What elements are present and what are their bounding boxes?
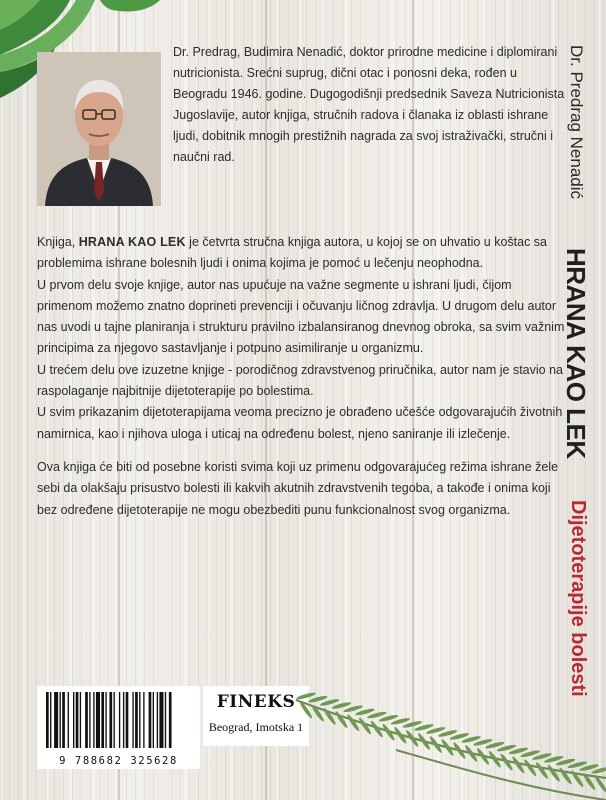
author-photo [37,52,161,206]
rosemary-needle [334,710,349,729]
barcode-bar [73,692,74,748]
barcode-bar [50,692,51,748]
rosemary-sprig-icon [276,660,606,800]
description-paragraph: Ova knjiga će biti od posebne koristi svima koji uz primenu odgovarajućeg režima ishrane žele sebi da olakšaju prisustvo bolesti ili kakvih akutnih zdravstvenih tegoba, a takođe i onima koji bez određene dijetoterapije ne mogu obezbediti punu funkcionalnost svog organizma. [37,459,559,517]
spine-title: HRANA KAO LEK [561,248,591,459]
barcode-bar [114,692,115,748]
description-paragraph: U trećem delu ove izuzetne knjige - porodičnog zdravstvenog priručnika, autor nam je stavio na raspolaganje najbitnije dijetoterapije po bolestima. [37,362,563,399]
barcode-bar [126,692,129,748]
spine-author: Dr. Predrag Nenadić [567,45,586,200]
barcode-bar [68,692,69,748]
barcode-bar [123,692,124,748]
barcode-bar [46,692,49,748]
barcode-bar [159,692,163,748]
barcode-bar [96,692,100,748]
barcode-bar [132,692,133,748]
barcode-bar [157,692,158,748]
barcode-bar [76,692,79,748]
barcode-bar [153,692,154,748]
author-bio: Dr. Predrag, Budimira Nenadić, doktor prirodne medicine i diplomirani nutricionista. Srećni suprug, dični otac i ponosni deka, rođen u Beogradu 1946. godine. Dugogodišnji predsednik Saveza Nutricionista Jugoslavije, autor knjiga, stručnih radova i članaka iz oblasti ishrane ljudi, dobitnik mnogih prestižnih nagrada za svoj istraživački, stručni i naučni rad. [173,45,565,164]
description-paragraph: U prvom delu svoje knjige, autor nas upućuje na važne segmente u ishrani ljudi, čijom primenom možemo znatno doprineti prevenciji i očuvanju ličnog zdravlja. U drugom delu autor nas uvodi u tajne planiranja i strukturu pravilno izbalansiranog dnevnog obroka, sa svim važnim principima za njegovo sastavljanje i potpuno asimiliranje u organizmu. [37,277,565,356]
rosemary-needle [523,758,538,777]
book-title-inline: HRANA KAO LEK [78,235,186,249]
rosemary-needle [322,707,337,726]
barcode-bar [60,692,61,748]
barcode-bar [109,692,112,748]
description-paragraph: U svim prikazanim dijetoterapijama veoma precizno je obrađeno učešće odgovarajućih životnih namirnica, kao i njihova uloga i uticaj na određenu bolest, njeno saniranje ili izlečenje. [37,405,563,441]
description-text: je četvrta stručna knjiga autora, u kojoj se on uhvatio u koštac sa problemima ishrane bolesnih ljudi i onima kojima je pomoć u lečenju neophodna. [37,235,548,271]
barcode-bar [54,692,58,748]
rosemary-needle [546,764,561,783]
barcode-bar [89,692,90,748]
barcode-bar [119,692,120,748]
barcode-bar [62,692,65,748]
book-description [37,232,567,521]
barcode-icon [37,686,200,752]
rosemary-needle [535,761,550,780]
rosemary-needle [310,704,325,723]
barcode-bar [93,692,94,748]
barcode-bar [169,692,172,748]
isbn-number: 9 788682 325628 [59,755,178,767]
barcode-bar [101,692,104,748]
barcode-bar [85,692,88,748]
barcode-bar [139,692,140,748]
barcode-bar [135,692,138,748]
barcode-bar [80,692,81,748]
isbn-barcode [37,686,200,769]
rosemary-needle [558,767,573,786]
description-text: Knjiga, [37,235,79,249]
spine-subtitle: Dijetoterapije bolesti [567,500,589,697]
barcode-bar [149,692,152,748]
barcode-bar [105,692,106,748]
author-portrait-icon [37,52,161,206]
publisher-name: FINEKS [216,692,296,712]
publisher-address: Beograd, Imotska 1 [208,720,304,734]
barcode-bar [165,692,166,748]
barcode-bar [143,692,144,748]
rosemary-needle [570,769,585,788]
description-paragraph [37,232,567,275]
